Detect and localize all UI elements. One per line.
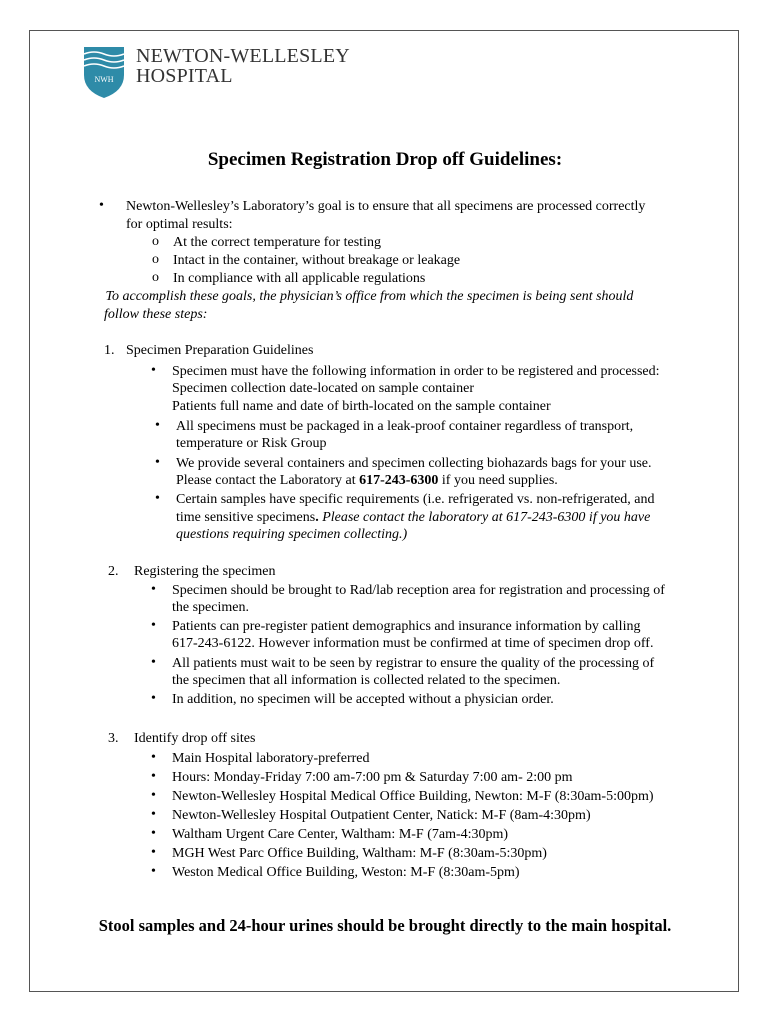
bullet-glyph: • (151, 864, 156, 879)
bullet-glyph: • (151, 769, 156, 784)
hospital-name-line1: NEWTON-WELLESLEY (136, 45, 350, 67)
s1-bullet1-line2: Specimen collection date-located on sample container (172, 381, 475, 396)
bullet-glyph: • (151, 826, 156, 841)
s1-bullet2-line1: All specimens must be packaged in a leak-proof container regardless of transport, (176, 419, 634, 434)
drop-off-site: Weston Medical Office Building, Weston: M-F (8:30am-5pm) (172, 865, 520, 880)
lab-phone-number: 617-243-6300 (359, 473, 439, 488)
s1-bullet1-line3: Patients full name and date of birth-located on the sample container (172, 399, 551, 414)
drop-off-site: Newton-Wellesley Hospital Medical Office Building, Newton: M-F (8:30am-5:00pm) (172, 789, 654, 804)
hospital-name (136, 46, 350, 86)
sub-bullet-glyph: o (152, 252, 159, 267)
intro-text-line1: Newton-Wellesley’s Laboratory’s goal is to ensure that all specimens are processed correctly (126, 199, 646, 214)
s1-bullet4-line2 (176, 510, 650, 526)
hospital-logo-icon (82, 45, 126, 99)
s1-bullet3-line2 (176, 473, 558, 489)
drop-off-site: Waltham Urgent Care Center, Waltham: M-F (7am-4:30pm) (172, 827, 509, 842)
logo-initials: NWH (94, 75, 114, 84)
drop-off-site: MGH West Parc Office Building, Waltham: M-F (8:30am-5:30pm) (172, 846, 547, 861)
s2-bullet3-line2: the specimen that all information is collected related to the specimen. (172, 673, 561, 688)
bullet-glyph: • (155, 418, 160, 433)
bullet-glyph: • (151, 582, 156, 597)
section2-number: 2. (108, 564, 119, 579)
bullet-glyph: • (151, 363, 156, 378)
s1-bullet3-text-end: if you need supplies. (438, 473, 558, 488)
sub-bullet-glyph: o (152, 234, 159, 249)
s1-bullet4-period: . (315, 510, 319, 525)
drop-off-site: Hours: Monday-Friday 7:00 am-7:00 pm & Saturday 7:00 am- 2:00 pm (172, 770, 573, 785)
hospital-name-line2: HOSPITAL (136, 65, 233, 87)
section2-heading: Registering the specimen (134, 564, 276, 579)
s2-bullet1-line1: Specimen should be brought to Rad/lab reception area for registration and processing of (172, 583, 665, 598)
bullet-glyph: • (151, 655, 156, 670)
s1-bullet2-line2: temperature or Risk Group (176, 436, 327, 451)
section1-heading: Specimen Preparation Guidelines (126, 343, 314, 358)
sub-item: Intact in the container, without breakage or leakage (173, 253, 461, 268)
s1-bullet1-line1: Specimen must have the following information in order to be registered and processed: (172, 364, 660, 379)
bullet-glyph: • (151, 750, 156, 765)
s1-bullet4-italic: Please contact the laboratory at 617-243-6300 if you have (318, 510, 651, 525)
s2-bullet4-line1: In addition, no specimen will be accepted without a physician order. (172, 692, 554, 707)
page-title: Specimen Registration Drop off Guidelines: (207, 149, 563, 170)
s1-bullet4-text: time sensitive specimens (176, 510, 316, 525)
section3-heading: Identify drop off sites (134, 731, 256, 746)
bullet-glyph: • (151, 788, 156, 803)
bullet-glyph: • (155, 491, 160, 506)
bullet-glyph: • (151, 807, 156, 822)
s1-bullet4-line1: Certain samples have specific requirements (i.e. refrigerated vs. non-refrigerated, and (176, 492, 655, 507)
sub-bullet-glyph: o (152, 270, 159, 285)
intro-text-line2: for optimal results: (126, 217, 233, 232)
sub-item: In compliance with all applicable regulations (173, 271, 426, 286)
drop-off-site: Newton-Wellesley Hospital Outpatient Center, Natick: M-F (8am-4:30pm) (172, 808, 591, 823)
intro-instruction-line1: To accomplish these goals, the physician’s office from which the specimen is being sent should (102, 289, 634, 304)
bullet-glyph: • (151, 618, 156, 633)
s2-bullet2-line1: Patients can pre-register patient demographics and insurance information by calling (172, 619, 641, 634)
intro-instruction-line2: follow these steps: (104, 307, 208, 322)
section3-number: 3. (108, 731, 119, 746)
bullet-glyph: • (151, 691, 156, 706)
footer-note: Stool samples and 24-hour urines should be brought directly to the main hospital. (98, 916, 672, 935)
bullet-glyph: • (155, 455, 160, 470)
drop-off-site: Main Hospital laboratory-preferred (172, 751, 370, 766)
s2-bullet2-line2: 617-243-6122. However information must be confirmed at time of specimen drop off. (172, 636, 654, 651)
bullet-glyph: • (151, 845, 156, 860)
s1-bullet3-text: Please contact the Laboratory at (176, 473, 360, 488)
sub-item: At the correct temperature for testing (173, 235, 381, 250)
s2-bullet3-line1: All patients must wait to be seen by registrar to ensure the quality of the processing of (172, 656, 655, 671)
s1-bullet4-line3: questions requiring specimen collecting.) (176, 527, 408, 542)
bullet-glyph: • (99, 198, 104, 213)
section1-number: 1. (104, 343, 115, 358)
s2-bullet1-line2: the specimen. (172, 600, 249, 615)
s1-bullet3-line1: We provide several containers and specimen collecting biohazards bags for your use. (176, 456, 652, 471)
